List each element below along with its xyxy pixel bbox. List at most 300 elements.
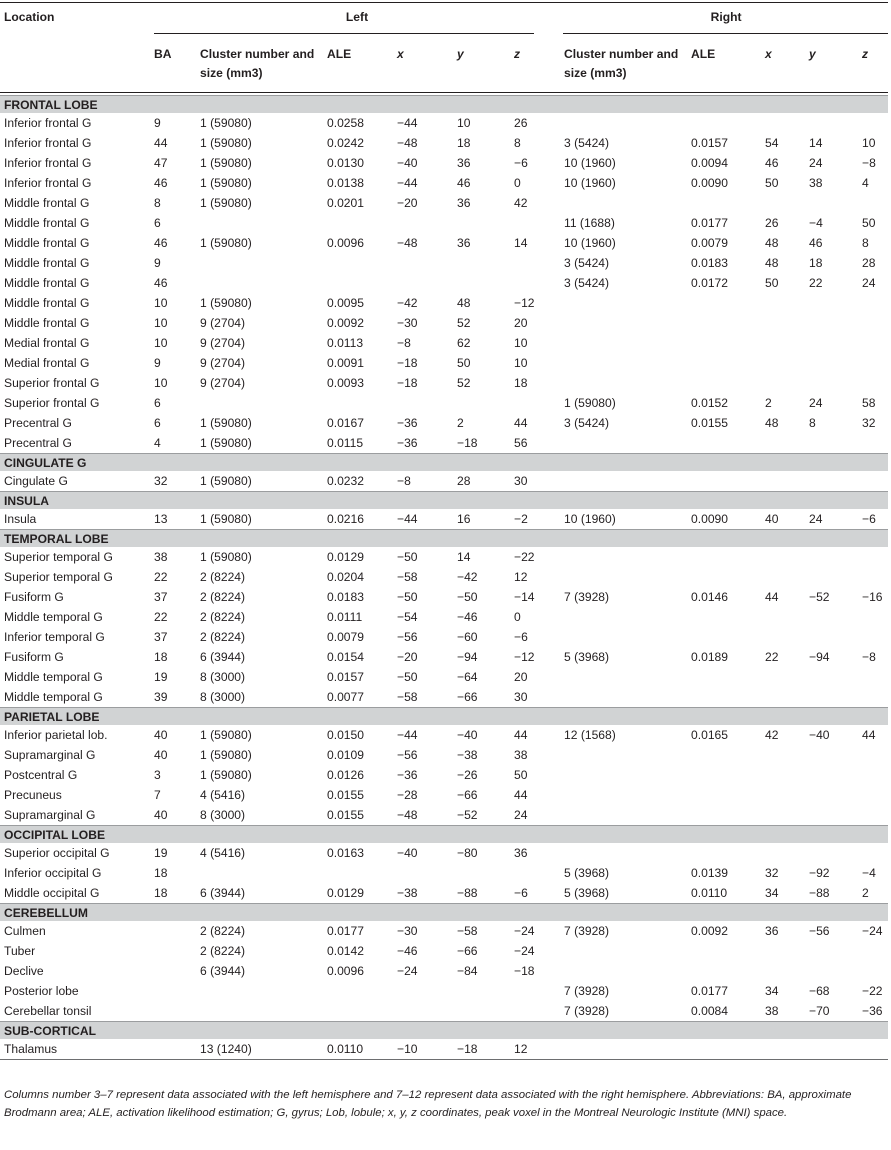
cell-left-z [510,981,560,1001]
cell-left-ba: 6 [154,396,161,410]
cell-left-x: −38 [397,886,418,900]
cell-left-ba [150,1001,196,1022]
cell-right-cluster [560,333,687,353]
cell-right-z: 8 [862,236,869,250]
cell-right-x: 54 [765,136,779,150]
cell-left-x: −40 [397,156,418,170]
cell-location: Cerebellar tonsil [4,1004,92,1018]
cell-right-x: 50 [765,276,779,290]
cell-left-y: 18 [457,136,471,150]
cell-left-ale: 0.0216 [327,512,364,526]
cell-right-y: −88 [809,886,830,900]
cell-right-z: −6 [862,512,876,526]
cell-right-x [761,607,805,627]
cell-right-cluster [560,1039,687,1060]
cell-right-cluster: 11 (1688) [564,216,615,230]
section-title: INSULA [0,492,888,510]
cell-left-ba: 40 [154,748,168,762]
cell-location: Fusiform G [4,590,64,604]
cell-left-y: 52 [457,316,471,330]
cell-left-z: 30 [514,474,528,488]
cell-location: Middle temporal G [4,670,103,684]
cell-right-y [805,333,858,353]
cell-right-z [858,745,888,765]
cell-right-ale [687,785,761,805]
cell-right-z: 10 [862,136,876,150]
cell-left-cluster: 1 (59080) [200,136,252,150]
section-header-row [0,708,888,726]
cell-left-ale: 0.0129 [327,886,364,900]
cell-left-y [453,863,510,883]
cell-right-z: −8 [862,156,876,170]
cell-right-ale [687,687,761,708]
cell-right-cluster: 12 (1568) [564,728,616,742]
cell-right-z [858,113,888,133]
cell-left-cluster: 1 (59080) [200,748,252,762]
cell-right-x [761,1039,805,1060]
cell-left-x: −8 [397,474,411,488]
cell-location: Middle temporal G [4,610,103,624]
cell-left-cluster: 1 (59080) [200,416,252,430]
cell-left-cluster: 1 (59080) [200,512,252,526]
cell-left-z: 38 [514,748,528,762]
cell-left-y: 46 [457,176,471,190]
table-row [0,687,888,708]
cell-right-z [858,687,888,708]
cell-left-cluster: 1 (59080) [200,436,252,450]
cell-right-z [858,333,888,353]
cell-left-y: 2 [457,416,464,430]
cell-left-ale: 0.0079 [327,630,364,644]
table-row [0,607,888,627]
cell-right-ale [687,607,761,627]
cell-left-x: −50 [397,550,418,564]
cell-left-x: −36 [397,416,418,430]
cell-left-x: −44 [397,512,418,526]
cell-location: Superior occipital G [4,846,110,860]
cell-location: Inferior frontal G [4,156,92,170]
cell-right-ale [687,113,761,133]
cell-left-ale: 0.0150 [327,728,364,742]
cell-left-y [453,1001,510,1022]
cell-left-cluster [196,253,323,273]
table-row [0,293,888,313]
cell-right-y: −70 [809,1004,830,1018]
cell-right-z: −4 [862,866,876,880]
cell-right-x: 32 [765,866,779,880]
cell-left-x: −58 [397,690,418,704]
cell-right-ale: 0.0094 [691,156,729,170]
cell-right-z: −16 [862,590,883,604]
cell-left-ba: 38 [154,550,168,564]
cell-left-ba [150,981,196,1001]
cell-left-ba: 37 [154,590,168,604]
cell-right-z: −24 [862,924,883,938]
cell-right-z [858,293,888,313]
cell-left-ale: 0.0183 [327,590,364,604]
cell-location: Superior frontal G [4,376,100,390]
cell-right-x [761,547,805,567]
cell-location: Middle frontal G [4,296,90,310]
cell-right-x [761,667,805,687]
cell-left-ba: 10 [154,336,168,350]
cell-right-cluster: 10 (1960) [564,156,616,170]
cell-left-ba: 8 [154,196,161,210]
cell-left-cluster: 9 (2704) [200,356,246,370]
cell-left-ba [150,961,196,981]
cell-right-cluster: 10 (1960) [564,176,616,190]
table-row [0,373,888,393]
cell-right-ale [687,293,761,313]
cell-right-x [761,843,805,863]
cell-left-y: −94 [457,650,478,664]
cell-left-x: −50 [397,670,418,684]
cell-left-ba: 9 [154,116,161,130]
cell-left-y: 16 [457,512,471,526]
cell-right-cluster [560,373,687,393]
cell-right-y: 38 [809,176,823,190]
cell-right-z [858,433,888,454]
cell-left-y: −42 [457,570,478,584]
cell-left-x: −18 [397,376,418,390]
table-row [0,587,888,607]
cell-right-ale: 0.0189 [691,650,729,664]
section-title: CEREBELLUM [0,904,888,922]
table-row [0,567,888,587]
cell-right-ale [687,373,761,393]
cell-left-ba: 10 [154,376,168,390]
table-row [0,805,888,826]
cell-left-ale: 0.0110 [323,1039,393,1060]
cell-right-ale [687,547,761,567]
cell-left-ale: 0.0129 [327,550,364,564]
cell-left-ale: 0.0201 [327,196,364,210]
cell-right-y [805,567,858,587]
cell-left-z: −12 [514,296,535,310]
header-right-ale: ALE [691,47,716,61]
cell-right-x [761,961,805,981]
table-row [0,981,888,1001]
cell-location: Middle frontal G [4,216,90,230]
cell-left-ba: 4 [154,436,161,450]
cell-left-ba: 9 [154,356,161,370]
section-title: TEMPORAL LOBE [0,530,888,548]
cell-right-cluster: 5 (3968) [564,866,610,880]
cell-location: Posterior lobe [4,984,79,998]
cell-right-ale: 0.0155 [691,416,729,430]
cell-left-ale: 0.0232 [327,474,364,488]
cell-right-y [805,607,858,627]
cell-left-ale: 0.0155 [327,808,364,822]
cell-left-z: −12 [514,650,535,664]
cell-left-ale: 0.0115 [327,436,364,450]
cell-left-ba: 18 [154,866,168,880]
header-left-ale: ALE [327,47,352,61]
cell-left-y: −84 [457,964,478,978]
cell-left-y [453,393,510,413]
cell-left-x: −44 [397,176,418,190]
cell-left-y: 10 [457,116,471,130]
cell-left-x: −10 [393,1039,453,1060]
cell-right-y: 46 [809,236,823,250]
cell-right-ale: 0.0157 [691,136,729,150]
cell-right-x: 38 [765,1004,779,1018]
cell-left-cluster: 8 (3000) [200,808,246,822]
table-row [0,647,888,667]
cell-right-ale [687,843,761,863]
cell-right-x [761,627,805,647]
cell-left-cluster: 2 (8224) [200,570,246,584]
header-left-group: Left [345,10,369,24]
cell-left-ale: 0.0095 [327,296,364,310]
cell-right-z [858,353,888,373]
cell-left-cluster: 1 (59080) [200,116,252,130]
cell-left-z: 20 [514,316,528,330]
cell-location: Thalamus [0,1039,150,1060]
cell-right-cluster: 1 (59080) [564,396,616,410]
cell-location: Inferior occipital G [4,866,102,880]
cell-right-z [858,627,888,647]
table-header [0,3,888,96]
cell-right-ale: 0.0139 [691,866,729,880]
cell-left-ba: 22 [154,570,168,584]
section-header-row [0,826,888,844]
cell-left-z: −6 [514,886,528,900]
cell-right-y [805,745,858,765]
cell-left-y [453,253,510,273]
cell-left-ale: 0.0142 [327,944,364,958]
cell-left-ale: 0.0077 [327,690,364,704]
cell-right-x: 48 [765,236,779,250]
cell-left-ale: 0.0155 [327,788,364,802]
cell-left-z [510,213,560,233]
cell-left-ba: 9 [154,256,161,270]
cell-left-cluster [196,273,323,293]
cell-right-z [858,941,888,961]
cell-right-y [805,353,858,373]
cell-left-ba: 22 [154,610,168,624]
cell-left-x: −36 [397,436,418,450]
cell-right-cluster [560,843,687,863]
cell-right-x [761,471,805,492]
cell-right-ale: 0.0090 [691,176,729,190]
cell-right-z [858,1039,888,1060]
cell-left-ba: 44 [154,136,168,150]
cell-left-z: −18 [514,964,535,978]
cell-right-y: −4 [809,216,823,230]
cell-right-cluster [560,293,687,313]
table-row [0,213,888,233]
cell-right-y [805,687,858,708]
cell-right-z: 24 [862,276,876,290]
cell-right-ale: 0.0146 [691,590,729,604]
table-row [0,193,888,213]
cell-right-z [858,805,888,826]
cell-left-cluster: 2 (8224) [200,630,246,644]
cell-left-y: −64 [457,670,478,684]
cell-left-x: −46 [397,944,418,958]
section-header-row [0,492,888,510]
table-row [0,113,888,133]
cell-left-ale: 0.0163 [327,846,364,860]
cell-left-ale: 0.0109 [327,748,364,762]
cell-left-z: 0 [514,176,521,190]
cell-location: Medial frontal G [4,336,90,350]
cell-left-ba: 6 [154,216,161,230]
cell-right-ale [687,433,761,454]
table-row [0,745,888,765]
cell-right-z [858,567,888,587]
cell-left-cluster: 8 (3000) [200,690,246,704]
cell-left-ba: 47 [154,156,168,170]
cell-location: Middle occipital G [4,886,100,900]
cell-left-cluster: 2 (8224) [200,590,246,604]
cell-right-y [805,313,858,333]
cell-location: Inferior frontal G [4,136,92,150]
section-header-row [0,530,888,548]
cell-left-y: 14 [457,550,471,564]
cell-right-cluster [560,313,687,333]
header-left-x: x [397,47,404,61]
cell-right-y [805,193,858,213]
cell-right-y [805,843,858,863]
cell-location: Precentral G [4,416,72,430]
cell-left-z [510,863,560,883]
cell-right-cluster [560,961,687,981]
table-row [0,921,888,941]
cell-right-y: −56 [809,924,830,938]
cell-left-cluster: 6 (3944) [200,650,246,664]
table-row [0,863,888,883]
cell-left-z [510,253,560,273]
cell-left-y: 52 [457,376,471,390]
cell-location: Inferior temporal G [4,630,105,644]
cell-left-y: −66 [457,690,478,704]
cell-right-y [805,433,858,454]
table-row [0,333,888,353]
cell-left-z: 20 [514,670,528,684]
cell-left-x: −58 [397,570,418,584]
cell-right-x [761,313,805,333]
cell-right-cluster [560,687,687,708]
cell-right-x: 36 [765,924,779,938]
cell-right-x [761,193,805,213]
cell-left-x: −8 [397,336,411,350]
cell-right-z [858,785,888,805]
cell-left-ba: 6 [154,416,161,430]
cell-left-ale: 0.0091 [327,356,364,370]
cell-left-ba: 3 [154,768,161,782]
cell-left-cluster: 4 (5416) [200,788,246,802]
cell-left-z: 8 [514,136,521,150]
cell-left-z [510,393,560,413]
cell-right-y: 14 [809,136,823,150]
cell-right-x [761,433,805,454]
cell-left-y [453,213,510,233]
cell-right-y [805,941,858,961]
cell-left-cluster: 2 (8224) [200,924,246,938]
cell-location: Inferior frontal G [4,116,92,130]
cell-right-cluster [560,627,687,647]
cell-right-ale: 0.0177 [691,216,729,230]
cell-right-y: 24 [809,156,823,170]
cell-right-y: 24 [809,512,823,526]
cell-right-x [761,333,805,353]
cell-left-ale: 0.0113 [327,336,364,350]
cell-right-cluster: 10 (1960) [564,236,616,250]
cell-left-cluster: 1 (59080) [200,474,252,488]
cell-location: Middle frontal G [4,196,90,210]
cell-right-ale: 0.0079 [691,236,729,250]
cell-right-ale: 0.0172 [691,276,729,290]
header-right-group: Right [710,10,742,24]
cell-right-x [761,785,805,805]
table-footnote: Columns number 3–7 represent data associated with the left hemisphere and 7–12 represent data associated with the right hemisphere. Abbreviations: BA, approximate Brodmann area; ALE, activation likelihood estimation; G, gyrus; Lob, lobule; x, y, z coordinates, peak voxel in the Montreal Neurologic Institute (MNI) space. [4,1089,852,1119]
cell-left-ba: 7 [154,788,161,802]
cell-left-x: −42 [397,296,418,310]
cell-left-ale: 0.0111 [327,610,363,624]
table-row [0,667,888,687]
cell-right-cluster: 5 (3968) [564,886,610,900]
cell-left-z: 10 [514,356,528,370]
cell-left-z: 26 [514,116,528,130]
header-right-x: x [765,47,772,61]
cell-right-y [805,113,858,133]
cell-right-z: −22 [862,984,883,998]
cell-location: Medial frontal G [4,356,90,370]
cell-right-z [858,765,888,785]
cell-left-cluster: 1 (59080) [200,296,252,310]
cell-left-x: −56 [397,630,418,644]
cell-location: Inferior parietal lob. [4,728,108,742]
cell-left-y: 36 [457,236,471,250]
cell-left-z: 14 [514,236,528,250]
cell-right-cluster [560,941,687,961]
cell-left-x: −30 [397,924,418,938]
cell-left-cluster: 8 (3000) [200,670,246,684]
cell-right-y [805,961,858,981]
cell-left-x [393,1001,453,1022]
section-title: FRONTAL LOBE [0,96,888,114]
cell-right-x [761,567,805,587]
cell-location: Superior temporal G [4,550,113,564]
cell-right-x: 34 [765,984,779,998]
cell-left-cluster: 4 (5416) [200,846,246,860]
table-row [0,941,888,961]
cell-left-x: −24 [397,964,418,978]
cell-left-z: 44 [514,788,528,802]
cell-right-z: 50 [862,216,876,230]
cell-left-ba: 19 [154,670,168,684]
table-row [0,509,888,530]
section-title: PARIETAL LOBE [0,708,888,726]
cell-left-cluster: 9 (2704) [200,316,246,330]
cell-left-x: −18 [397,356,418,370]
cell-left-y: −66 [457,788,478,802]
cell-right-ale: 0.0152 [691,396,729,410]
cell-right-z: 58 [862,396,876,410]
cell-left-ale: 0.0096 [327,964,364,978]
cell-left-cluster: 6 (3944) [200,964,246,978]
cell-left-ba: 19 [154,846,168,860]
cell-location: Middle temporal G [4,690,103,704]
cell-left-x: −40 [397,846,418,860]
table-row [0,433,888,454]
cell-location: Superior frontal G [4,396,100,410]
cell-right-cluster [560,667,687,687]
cell-right-y [805,471,858,492]
cell-left-ale: 0.0126 [327,768,364,782]
